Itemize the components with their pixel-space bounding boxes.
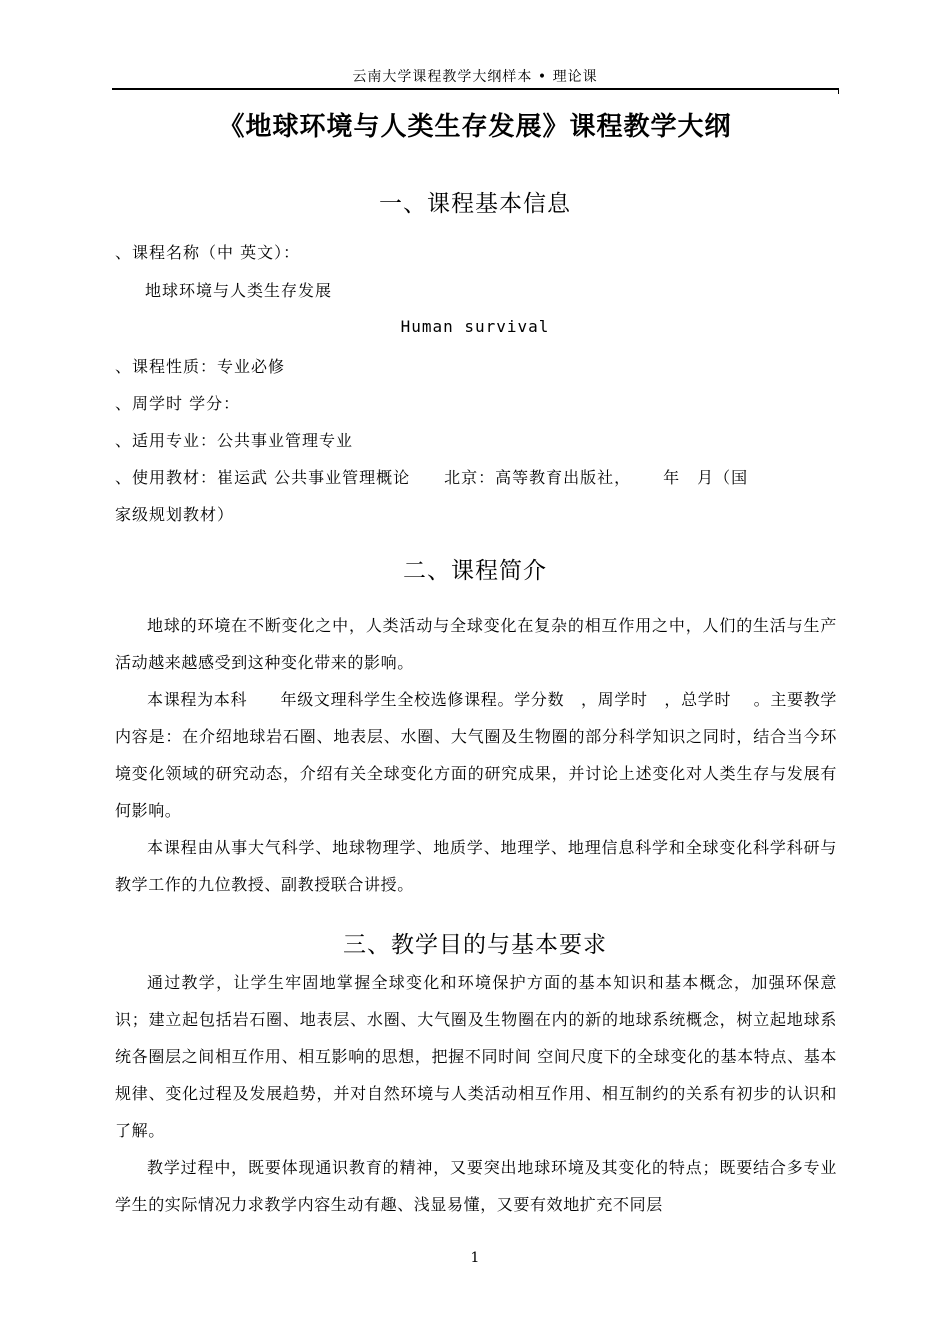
course-hours-credits: 、周学时 学分： <box>115 394 241 413</box>
section-heading-intro: 二、课程简介 <box>403 558 547 584</box>
intro-paragraph-1: 地球的环境在不断变化之中，人类活动与全球变化在复杂的相互作用之中，人们的生活与生产活动越来越感受到这种变化带来的影响。 <box>115 616 837 672</box>
textbook-line-1: 、使用教材：崔运武 公共事业管理概论 北京：高等教育出版社， 年 月（国 <box>115 468 749 487</box>
document-title: 《地球环境与人类生存发展》课程教学大纲 <box>218 112 732 142</box>
header-rule <box>112 88 838 90</box>
running-header: 云南大学课程教学大纲样本 • 理论课 <box>352 69 598 85</box>
objectives-paragraph-2: 教学过程中，既要体现通识教育的精神，又要突出地球环境及其变化的特点；既要结合多专业学生的实际情况力求教学内容生动有趣、浅显易懂，又要有效地扩充不同层 <box>115 1158 837 1214</box>
applicable-major: 、适用专业：公共事业管理专业 <box>115 431 354 450</box>
intro-paragraph-3: 本课程由从事大气科学、地球物理学、地质学、地理学、地理信息科学和全球变化科学科研与教学工作的九位教授、副教授联合讲授。 <box>115 838 837 894</box>
section-heading-basic-info: 一、课程基本信息 <box>379 191 571 217</box>
textbook-line-2: 家级规划教材） <box>115 505 235 524</box>
objectives-paragraph-1: 通过教学，让学生牢固地掌握全球变化和环境保护方面的基本知识和基本概念，加强环保意识；建立起包括岩石圈、地表层、水圈、大气圈及生物圈在内的新的地球系统概念，树立起地球系统各圈层之间相互作用、相互影响的思想，把握不同时间 空间尺度下的全球变化的基本特点、基本规律、变化过程及发展趋势，并对自然环境与人类活动相互作用、相互制约的关系有初步的认识和了解。 <box>115 973 837 1140</box>
page-number: 1 <box>470 1250 480 1266</box>
intro-paragraph-2: 本课程为本科 年级文理科学生全校选修课程。学分数 ，周学时 ，总学时 。主要教学内容是：在介绍地球岩石圈、地表层、水圈、大气圈及生物圈的部分科学知识之同时，结合当今环境变化领域的研究动态，介绍有关全球变化方面的研究成果，并讨论上述变化对人类生存与发展有何影响。 <box>115 690 837 820</box>
course-name-en: Human survival <box>400 317 550 336</box>
section-heading-objectives: 三、教学目的与基本要求 <box>343 932 607 958</box>
course-nature: 、课程性质：专业必修 <box>115 357 286 376</box>
course-name-label: 、课程名称（中 英文）： <box>115 243 301 262</box>
course-name-cn: 地球环境与人类生存发展 <box>145 281 333 300</box>
